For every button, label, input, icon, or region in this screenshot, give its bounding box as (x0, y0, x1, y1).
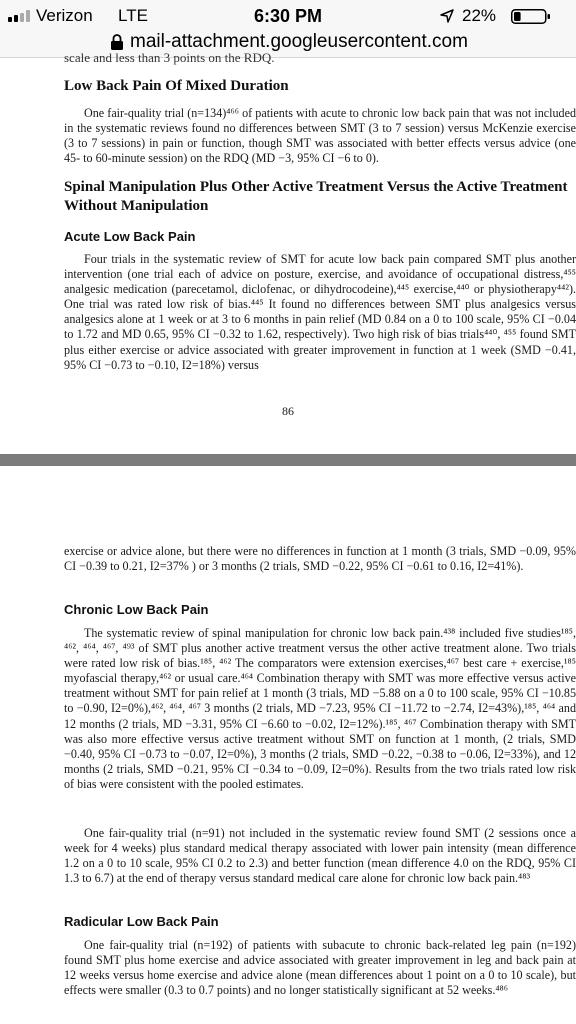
paragraph-mixed-duration: One fair-quality trial (n=134)⁴⁶⁶ of patients with acute to chronic low back pain that was not included in the systematic reviews found no differences between SMT (3 to 7 session) versus McKenzie exercise (3 to 7 sessions) in pain or function, though SMT was associated with better effects versus advice (one 45- to 60-minute session) on the RDQ (MD −3, 95% CI −6 to 0). (64, 106, 576, 166)
paragraph-radicular: One fair-quality trial (n=192) of patients with subacute to chronic back-related leg pain (n=192) found SMT plus home exercise and advice associated with greater improvement in leg and back pain at 12 weeks versus home exercise and advice alone (mean differences about 1 point on a 0 to 10 scale), but effects were smaller (0.3 to 0.7 points) and no longer statistically significant at 52 weeks.⁴⁸⁶ (64, 938, 576, 998)
clipped-text-line: scale and less than 3 points on the RDQ. (64, 50, 275, 65)
url-text[interactable]: mail-attachment.googleusercontent.com (130, 31, 468, 52)
carrier-label: Verizon (36, 6, 93, 25)
status-bar (0, 0, 576, 30)
location-arrow-icon (440, 9, 454, 23)
paragraph-continued: exercise or advice alone, but there were no differences in function at 1 month (3 trials, SMD −0.09, 95% CI −0.39 to 0.21, I2=37% ) or 3 months (2 trials, SMD −0.22, 95% CI −0.61 to 0.16, I2=41%). (64, 544, 576, 574)
lock-icon (110, 34, 124, 51)
paragraph-chronic-1: The systematic review of spinal manipulation for chronic low back pain.⁴³⁸ included five studies¹⁸⁵, ⁴⁶², ⁴⁶⁴, ⁴⁶⁷, ⁴⁹³ of SMT plus another active treatment versus the other active treatment alone. Two trials were rated low risk of bias.¹⁸⁵, ⁴⁶² The comparators were extension exercises,⁴⁶⁷ best care + exercise,¹⁸⁵ myofascial therapy,⁴⁶² or usual care.⁴⁶⁴ Combination therapy with SMT was more effective versus active treatment without SMT for pain relief at 1 month (3 trials, MD −5.88 on a 0 to 100 scale, 95% CI −10.85 to −0.90, I2=0%),⁴⁶², ⁴⁶⁴, ⁴⁶⁷ 3 months (2 trials, MD −7.23, 95% CI −11.72 to −2.74, I2=43%),¹⁸⁵, ⁴⁶⁴ and 12 months (2 trials, MD −3.31, 95% CI −6.60 to −0.02, I2=12%).¹⁸⁵, ⁴⁶⁷ Combination therapy with SMT was also more effective versus active treatment without SMT on function at 1 month, (2 trials, SMD −0.40, 95% CI −0.73 to −0.07, I2=0%), 3 months (2 trials, SMD −0.22, −0.38 to −0.06, I2=33%), and 12 months (2 trials, SMD −0.21, 95% CI −0.34 to −0.09, I2=0%). Results from the two trials rated low risk of bias were consistent with the pooled estimates. (64, 626, 576, 791)
heading-acute: Acute Low Back Pain (64, 229, 196, 244)
heading-chronic: Chronic Low Back Pain (64, 602, 209, 617)
battery-percent: 22% (462, 6, 497, 25)
heading-mixed-duration: Low Back Pain Of Mixed Duration (64, 78, 289, 94)
paragraph-acute: Four trials in the systematic review of SMT for acute low back pain compared SMT plus another intervention (one trial each of advice on posture, exercise, and avoidance of occupational distress,⁴⁵⁵ analgesic medication (parecetamol, diclofenac, or dihydrocodeine),⁴⁴⁵ exercise,⁴⁴⁰ or physiotherapy⁴⁴²). One trial was rated low risk of bias.⁴⁴⁵ It found no differences between SMT plus analgesics versus analgesics alone at 1 week or at 3 to 6 months in pain relief (MD 0.84 on a 0 to 100 scale, 95% CI −0.04 to 1.72 and MD 0.65, 95% CI −0.32 to 1.62, respectively). Two high risk of bias trials⁴⁴⁰, ⁴⁵⁵ found SMT plus either exercise or advice associated with greater improvement in function at 1 week (SMD −0.41, 95% CI −0.73 to −0.10, I2=18%) versus (64, 252, 576, 372)
clock: 6:30 PM (253, 6, 323, 26)
network-label: LTE (118, 6, 148, 25)
document-page-2[interactable] (0, 466, 576, 1024)
section-heading: Spinal Manipulation Plus Other Active Treatment Versus the Active Treatment Without Manipulation (64, 179, 568, 214)
paragraph-chronic-2: One fair-quality trial (n=91) not included in the systematic review found SMT (2 sessions once a week for 4 weeks) plus standard medical therapy associated with lower pain intensity (mean difference 1.2 on a 0 to 10 scale, 95% CI 0.2 to 2.3) and better function (mean difference 4.0 on the RDQ, 95% CI 1.3 to 6.7) at the end of therapy versus standard medical care alone for chronic low back pain.⁴⁸³ (64, 826, 576, 886)
page-number: 86 (282, 404, 294, 418)
page-divider (0, 454, 576, 466)
battery-icon (511, 9, 551, 24)
heading-radicular: Radicular Low Back Pain (64, 914, 219, 929)
document-page-1[interactable] (0, 50, 576, 454)
